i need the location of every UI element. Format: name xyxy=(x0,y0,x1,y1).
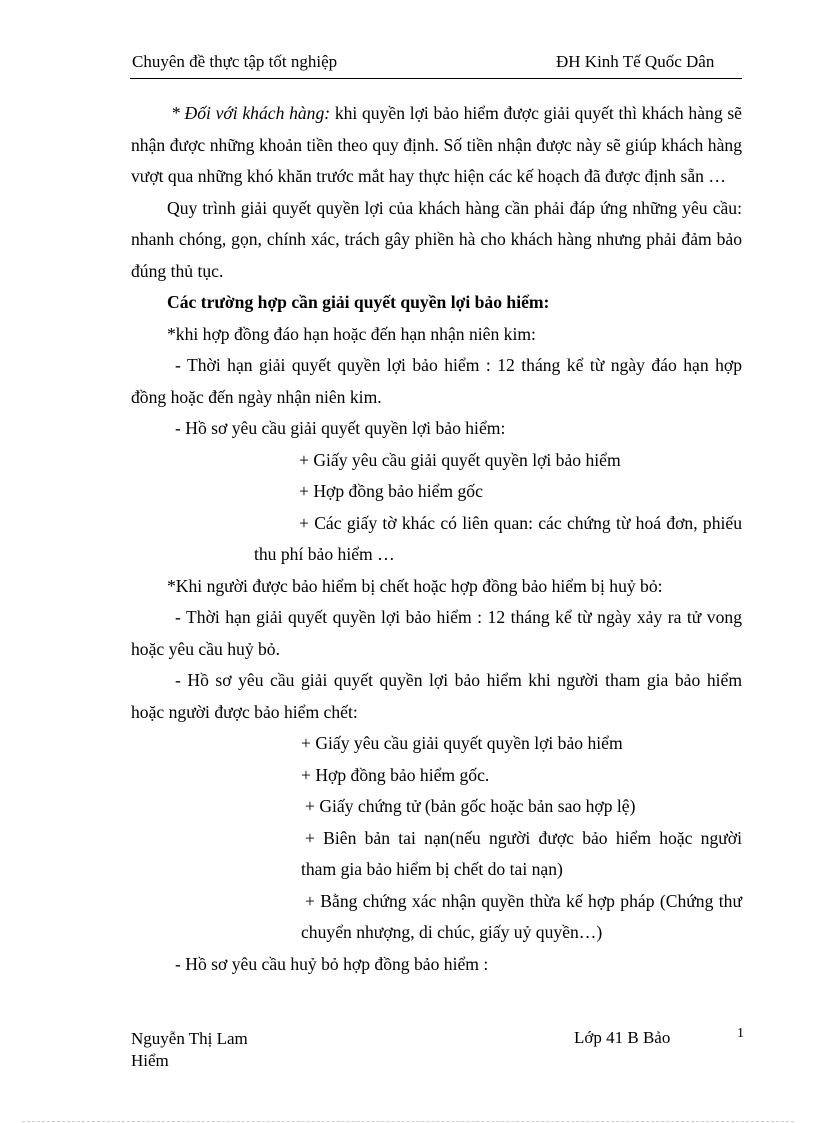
section-heading: Các trường hợp cần giải quyết quyền lợi bảo hiểm: xyxy=(167,292,550,312)
list-item: + Giấy chứng tử (bản gốc hoặc bản sao hợp lệ) xyxy=(305,796,636,816)
list-item: + Giấy yêu cầu giải quyết quyền lợi bảo hiểm xyxy=(301,733,623,753)
case-maturity-docs: - Hồ sơ yêu cầu giải quyết quyền lợi bảo hiểm: xyxy=(175,418,506,438)
list-item: + Giấy yêu cầu giải quyết quyền lợi bảo hiểm xyxy=(299,449,621,470)
footer-class: Lớp 41 B Bảo xyxy=(574,1028,671,1047)
header-divider xyxy=(130,78,742,79)
paragraph-process: Quy trình giải quyết quyền lợi của khách hàng cần phải đáp ứng những yêu cầu: nhanh chóng, gọn, chính xác, trách gây phiền hà cho khách hàng nhưng phải đảm bảo đúng thủ tục. xyxy=(131,197,742,281)
paragraph-text: khi quyền lợi bảo hiểm được giải quyết thì khách hàng sẽ nhận được những khoản tiền theo quy định. Số tiền nhận được này sẽ giúp khách hàng vượt qua những khó khăn trước mắt hay thực hiện các kế hoạch đã được định sẵn … xyxy=(131,103,742,186)
footer-class-continued: Hiểm xyxy=(131,1051,169,1070)
footer-author-block xyxy=(131,1028,248,1072)
list-item: + Các giấy tờ khác có liên quan: các chứng từ hoá đơn, phiếu thu phí bảo hiểm … xyxy=(254,512,742,564)
case-death-docs: - Hồ sơ yêu cầu giải quyết quyền lợi bảo hiểm khi người tham gia bảo hiểm hoặc người được bảo hiểm chết: xyxy=(131,670,742,722)
case-maturity-term: - Thời hạn giải quyết quyền lợi bảo hiểm : 12 tháng kể từ ngày đáo hạn hợp đồng hoặc đến ngày nhận niên kim. xyxy=(131,355,742,407)
page-bottom-edge xyxy=(22,1121,794,1122)
list-item: + Biên bản tai nạn(nếu người được bảo hiểm hoặc người tham gia bảo hiểm bị chết do tai nạn) xyxy=(301,827,742,879)
list-item: + Hợp đồng bảo hiểm gốc xyxy=(299,481,483,501)
list-item: + Bằng chứng xác nhận quyền thừa kế hợp pháp (Chứng thư chuyển nhượng, di chúc, giấy uỷ quyền…) xyxy=(301,890,742,942)
paragraph-label: * Đối với khách hàng: xyxy=(171,103,331,123)
list-item: + Hợp đồng bảo hiểm gốc. xyxy=(301,764,490,785)
case-death-term: - Thời hạn giải quyết quyền lợi bảo hiểm : 12 tháng kể từ ngày xảy ra tử vong hoặc yêu cầu huỷ bỏ. xyxy=(131,607,742,659)
footer-author: Nguyễn Thị Lam xyxy=(131,1029,248,1048)
page-number: 1 xyxy=(737,1026,744,1041)
case-maturity-title: *khi hợp đồng đáo hạn hoặc đến hạn nhận niên kim: xyxy=(167,323,536,344)
case-death-title: *Khi người được bảo hiểm bị chết hoặc hợp đồng bảo hiểm bị huỷ bỏ: xyxy=(167,575,663,596)
paragraph-customer xyxy=(131,98,742,193)
page-body xyxy=(131,98,742,980)
cancel-docs: - Hồ sơ yêu cầu huỷ bỏ hợp đồng bảo hiểm : xyxy=(175,953,489,974)
header-document-title: Chuyên đề thực tập tốt nghiệp xyxy=(132,52,338,71)
header-university: ĐH Kinh Tế Quốc Dân xyxy=(556,52,715,71)
